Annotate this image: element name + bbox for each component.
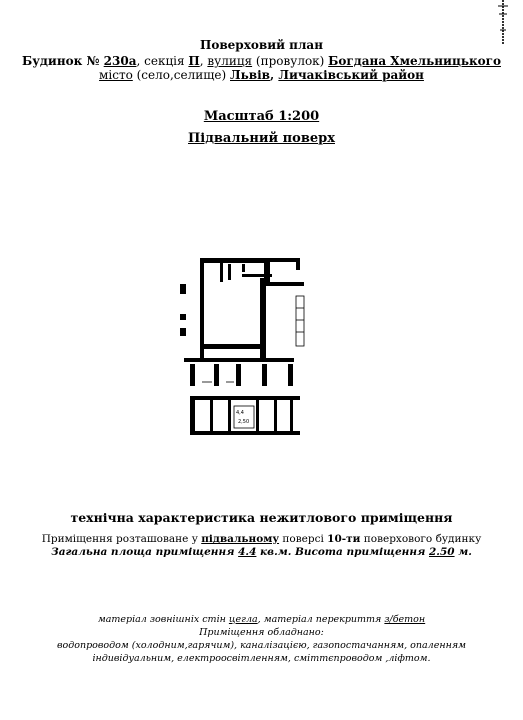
total-area-value: 4.4 (238, 546, 257, 558)
room-area-label: 4,4 (236, 410, 244, 416)
house-number: 230а (103, 54, 137, 68)
document-title: Поверховий план (200, 38, 323, 52)
room-height-label: 2,50 (238, 419, 250, 425)
address-line: Будинок № 230а, секція П, вулиця (провулок) Богдана Хмельницького (21, 54, 501, 68)
wall-material: цегла (228, 614, 258, 625)
ceiling-material: з/бетон (384, 614, 426, 625)
floor-plan-drawing (180, 256, 310, 436)
floor-type: підвальному (201, 533, 280, 545)
scale-label: Масштаб 1:200 (203, 109, 320, 124)
street-name: Богдана Хмельницького (328, 54, 501, 68)
materials-line: матеріал зовнішніх стін цегла, матеріал перекриття з/бетон (97, 614, 426, 625)
city-line: місто (село,селище) Львів, Личаківський район (99, 68, 424, 82)
area-line: Загальна площа приміщення 4.4 кв.м. Висота приміщення 2.50 м. (51, 546, 472, 558)
city-name: Львів (230, 68, 270, 82)
floor-label: Підвальний поверх (188, 131, 335, 146)
district-name: Личаківський район (278, 68, 424, 82)
location-line: Приміщення розташоване у підвальному поверсі 10-ти поверхового будинку (41, 533, 482, 545)
room-height-value: 2.50 (428, 546, 455, 558)
equipment-line-2: індивідуальним, електроосвітленням, сміттєпроводом ,ліфтом. (92, 653, 431, 664)
equipment-line-1: водопроводом (холодним,гарячим), каналізацією, газопостачанням, опаленням (56, 640, 467, 651)
equipment-heading: Приміщення обладнано: (199, 627, 324, 638)
section-value: П (188, 54, 200, 68)
tech-title: технічна характеристика нежитлового приміщення (70, 510, 453, 525)
floors-count: 10-ти (327, 533, 361, 545)
